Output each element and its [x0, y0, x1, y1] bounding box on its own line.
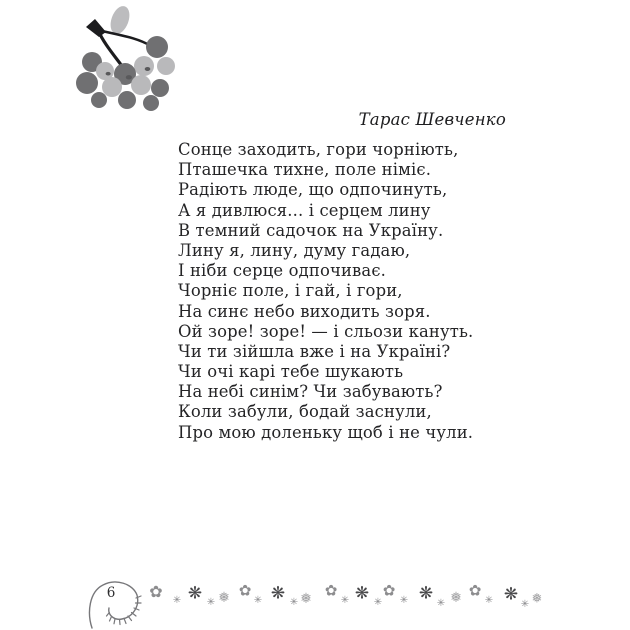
poem-line: Чи очі карі тебе шукають [178, 362, 404, 382]
star-small-ornament-icon: ✳ [340, 595, 350, 606]
berry [102, 77, 122, 97]
poem-text [178, 140, 473, 443]
poem-line: Лину я, лину, думу гадаю, [178, 240, 411, 260]
flake-outline-ornament-icon: ❅ [218, 590, 230, 606]
poem-line: Ой зоре! зоре! — і сльози кануть. [178, 321, 474, 341]
flower-gray-ornament-icon: ✿ [238, 581, 252, 600]
berry [151, 79, 169, 97]
flake-outline-ornament-icon: ❅ [300, 591, 312, 607]
berry-spot [126, 75, 132, 79]
flower-gray-ornament-icon: ✿ [468, 581, 482, 600]
star-small-ornament-icon: ✳ [399, 595, 409, 606]
poem-line: В темний садочок на Україну. [178, 220, 444, 240]
poem-line: Радіють люде, що одпочинуть, [178, 180, 448, 200]
poem-line: Пташечка тихне, поле німіє. [178, 160, 432, 180]
flower-dark-ornament-icon: ❋ [270, 583, 286, 604]
flake-outline-ornament-icon: ❅ [450, 590, 462, 606]
star-small-ornament-icon: ✳ [436, 598, 446, 609]
poem-line: На небі синім? Чи забувають? [178, 382, 443, 402]
star-small-ornament-icon: ✳ [206, 597, 216, 608]
berry [143, 95, 159, 111]
flower-dark-ornament-icon: ❋ [354, 583, 370, 604]
star-small-ornament-icon: ✳ [484, 595, 494, 606]
stem-stub [86, 19, 106, 37]
poem-line: Чорніє поле, і гай, і гори, [178, 281, 403, 301]
berry [146, 36, 168, 58]
berry [76, 72, 98, 94]
flower-gray-ornament-icon: ✿ [324, 581, 338, 600]
poem-line: І ніби серце одпочиває. [178, 261, 387, 281]
poem-author: Тарас Шевченко [358, 110, 506, 129]
flower-gray-ornament-icon: ✿ [382, 581, 396, 600]
star-small-ornament-icon: ✳ [253, 595, 263, 606]
poem-line: Чи ти зійшла вже і на Україні? [178, 341, 451, 361]
berry [157, 57, 175, 75]
berry [131, 75, 151, 95]
star-small-ornament-icon: ✳ [289, 597, 299, 608]
berry [118, 91, 136, 109]
poem-line: На синє небо виходить зоря. [178, 301, 431, 321]
berry [91, 92, 107, 108]
berry-spot [106, 72, 111, 76]
flower-dark-ornament-icon: ❋ [418, 583, 434, 604]
star-small-ornament-icon: ✳ [172, 595, 182, 606]
poem-line: А я дивлюся... і серцем лину [178, 200, 431, 220]
flower-gray-ornament-icon: ✿ [149, 582, 163, 601]
berry-spot [145, 67, 151, 71]
leaf-icon [107, 3, 133, 36]
poem-line: Коли забули, бодай заснули, [178, 402, 432, 422]
berries-group [76, 36, 175, 111]
poem-line: Про мою доленьку щоб і не чули. [178, 422, 474, 442]
berry [134, 56, 154, 76]
flower-dark-ornament-icon: ❋ [187, 583, 203, 604]
page-number: 6 [106, 585, 116, 601]
flower-dark-ornament-icon: ❋ [503, 584, 519, 605]
star-small-ornament-icon: ✳ [520, 599, 530, 610]
berry-cluster-illustration [74, 2, 184, 117]
poem-line: Сонце заходить, гори чорніють, [178, 140, 459, 159]
star-small-ornament-icon: ✳ [373, 597, 383, 608]
flake-outline-ornament-icon: ❅ [531, 591, 543, 607]
